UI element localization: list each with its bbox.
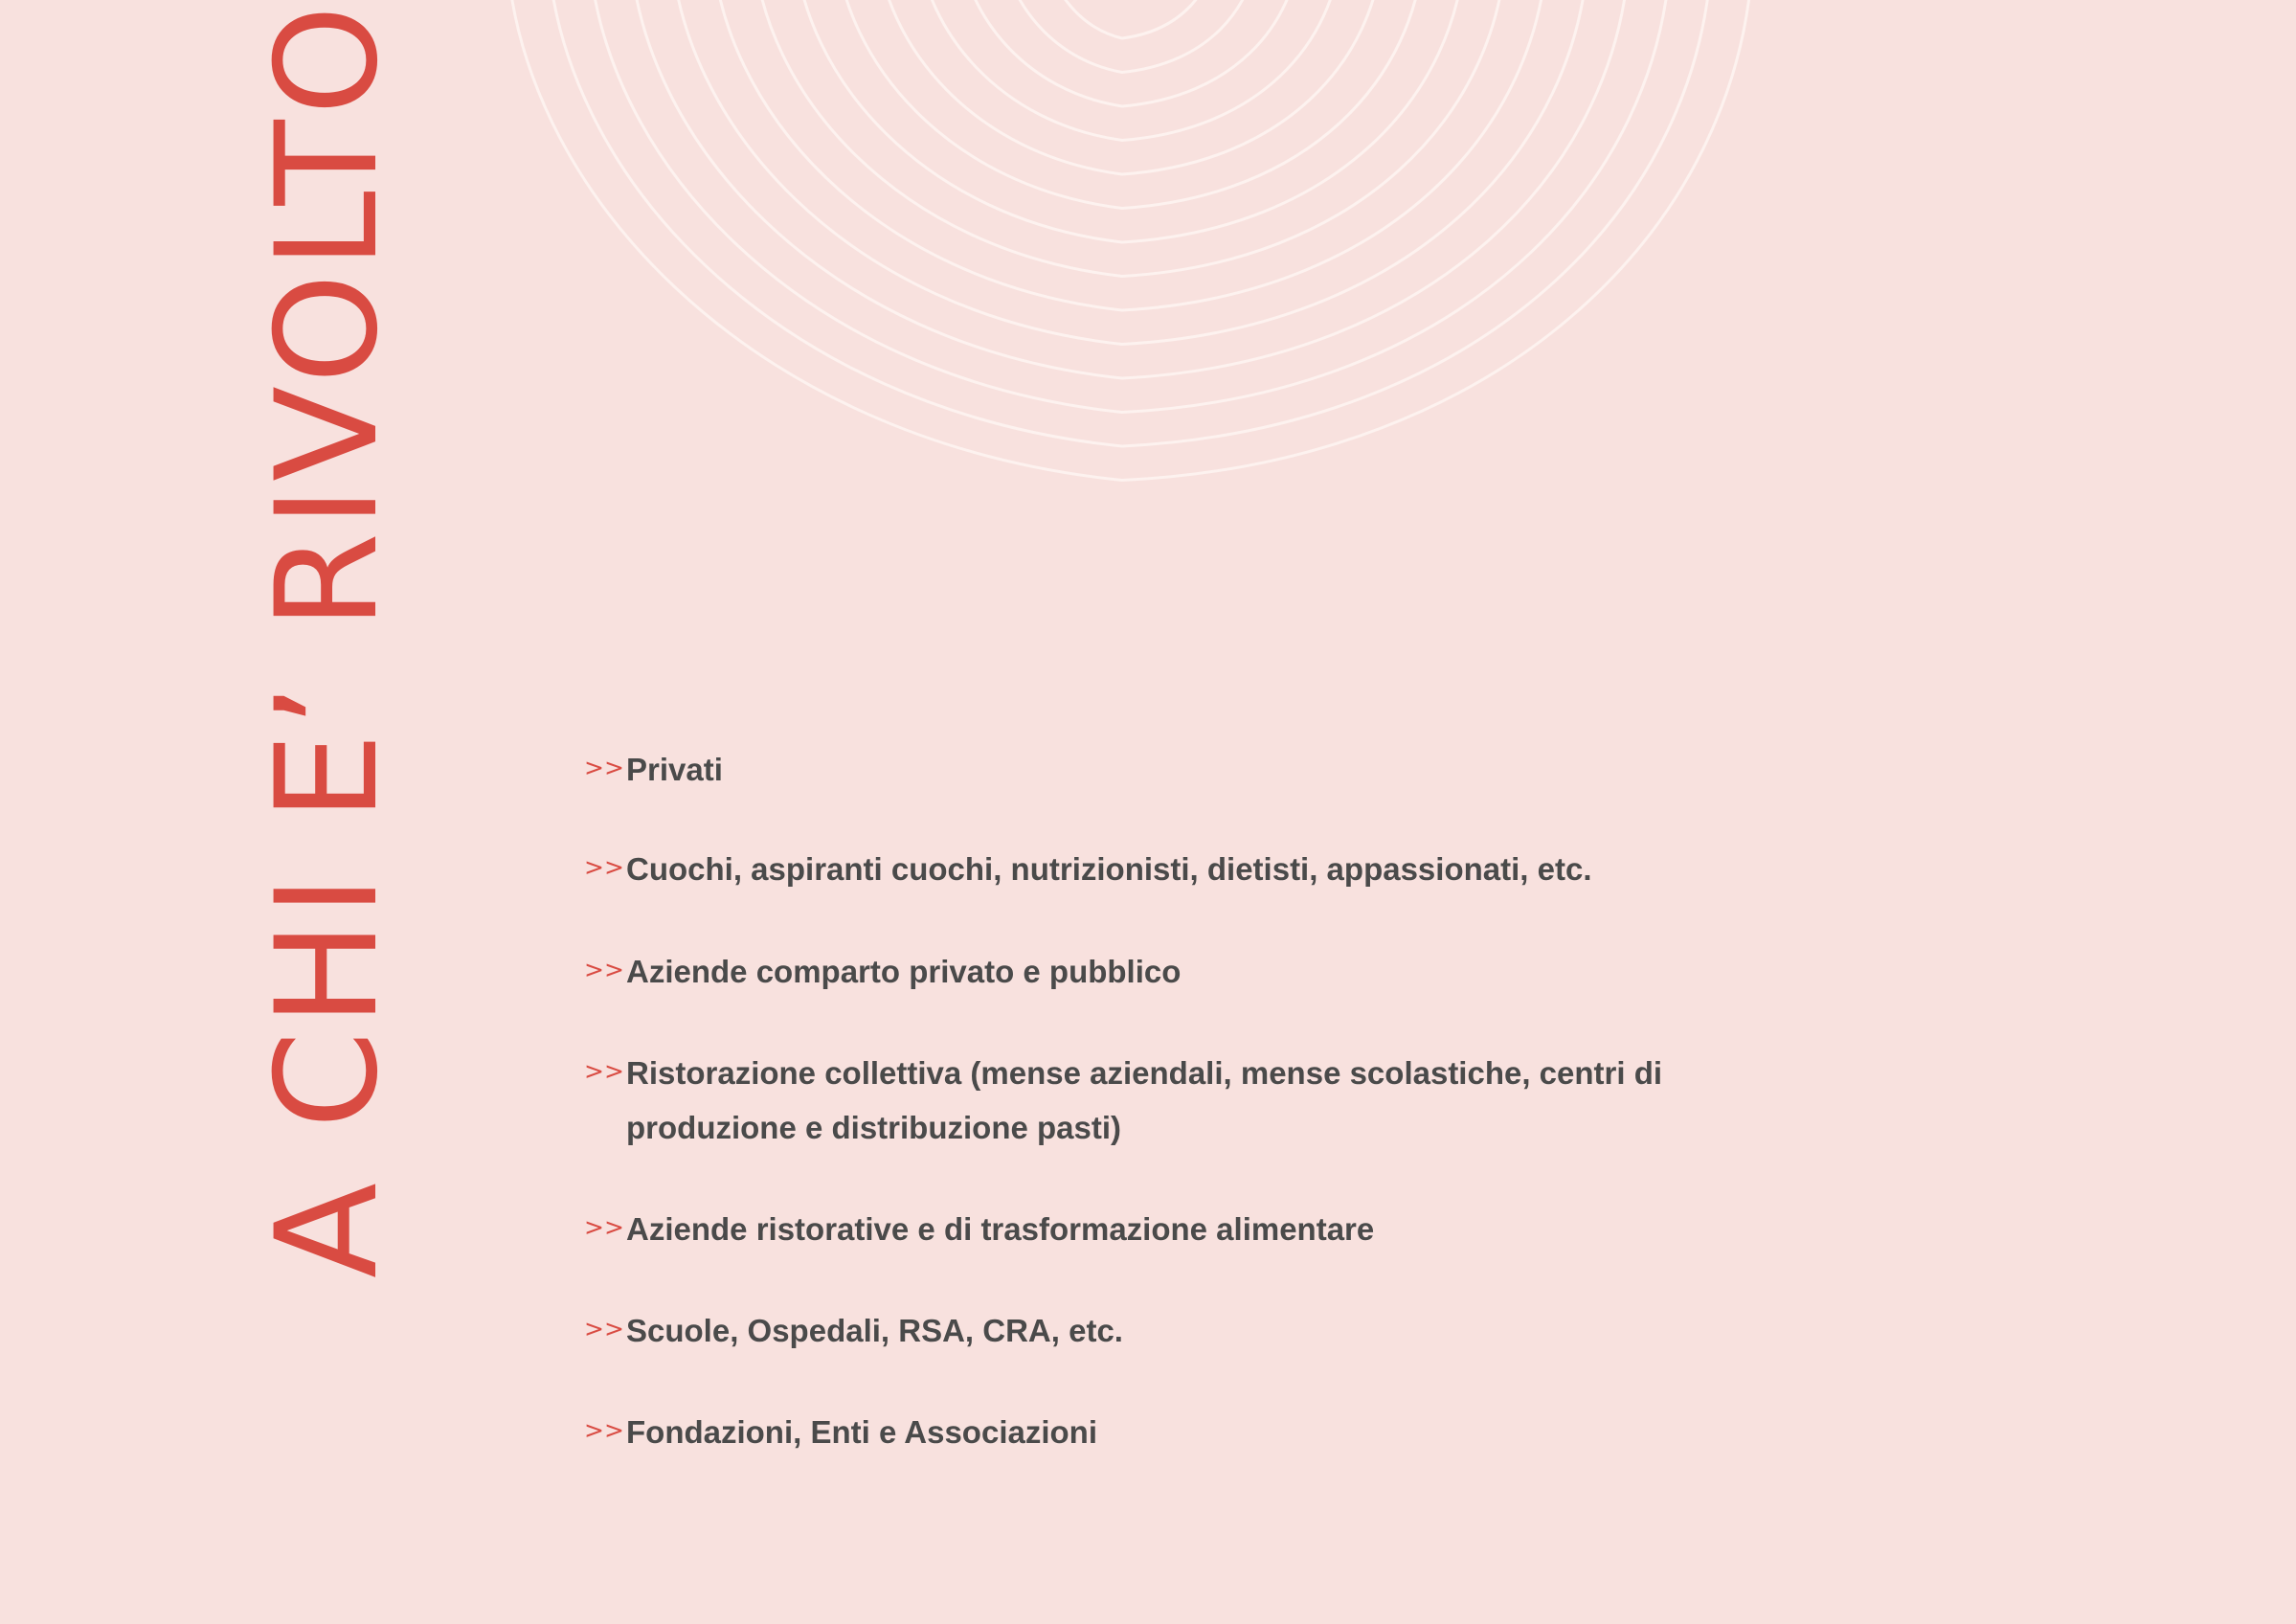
list-item [584,842,1679,896]
tree-ring-line [1042,0,1218,38]
bullet-icon: >> [584,754,624,781]
list-item-label: Aziende ristorative e di trasformazione alimentare [626,1211,1375,1247]
list-item [584,742,1679,797]
bullet-icon: >> [584,1213,624,1241]
list-item-label: Aziende comparto privato e pubblico [626,954,1182,989]
list-item [584,944,1679,999]
list-item [584,1046,1679,1155]
bullet-icon: >> [584,956,624,983]
list-item [584,1202,1679,1256]
list-item [584,1303,1679,1358]
list-item-label: Ristorazione collettiva (mense aziendali, mense scolastiche, centri di produzione e distribuzione pasti) [626,1055,1663,1145]
tree-ring-line [754,0,1506,277]
bullet-icon: >> [584,1057,624,1085]
tree-ring-line [712,0,1547,310]
list-item-label: Fondazioni, Enti e Associazioni [626,1414,1097,1450]
page-title: A CHI E’ RIVOLTO [246,0,409,1278]
list-item-label: Scuole, Ospedali, RSA, CRA, etc. [626,1313,1123,1348]
list-item-label: Cuochi, aspiranti cuochi, nutrizionisti, dietisti, appassionati, etc. [626,851,1592,887]
list-item-label: Privati [626,752,723,787]
bullet-icon: >> [584,1416,624,1444]
tree-ring-line [959,0,1300,106]
tree-ring-line [548,0,1712,446]
bullet-icon: >> [584,1315,624,1342]
list-item [584,1405,1679,1459]
bullet-icon: >> [584,853,624,881]
